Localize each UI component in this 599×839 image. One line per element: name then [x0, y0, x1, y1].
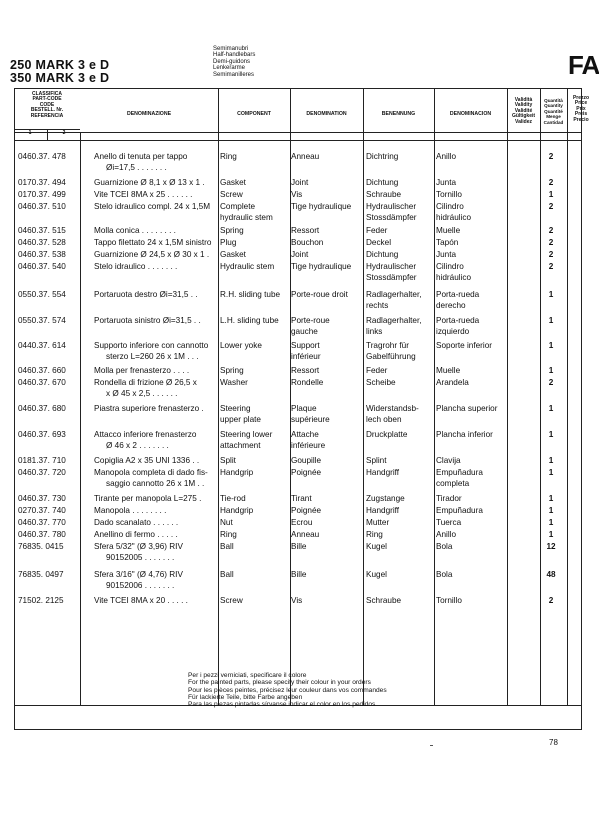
row-denomination: Poignée: [291, 468, 322, 477]
row-benennung: Feder: [366, 226, 388, 235]
row-benennung: Feder: [366, 366, 388, 375]
row-component: Screw: [220, 596, 243, 605]
row-benennung: lech oben: [366, 414, 402, 424]
row-denominacion: Empuñadura: [436, 506, 483, 515]
row-denominazione: Stelo idraulico compl. 24 x 1,5M: [94, 202, 211, 211]
row-denominacion: Junta: [436, 250, 457, 259]
header-line: Validité: [514, 107, 533, 114]
row-component: Hydraulic stem: [220, 262, 275, 271]
row-component: Screw: [220, 190, 243, 199]
row-denominazione: Øi=17,5 . . . . . . .: [106, 162, 167, 172]
row-denominacion: Muelle: [436, 226, 461, 235]
row-component: L.H. sliding tube: [220, 316, 279, 325]
row-part-code: 0460.37. 730: [18, 494, 66, 503]
row-benennung: Dichtung: [366, 178, 399, 187]
row-denomination: gauche: [291, 326, 318, 336]
header-price: [567, 96, 595, 123]
row-component: upper plate: [220, 414, 261, 424]
row-denominazione: 90152006 . . . . . . .: [106, 580, 175, 590]
header-line: CLASSIFICA: [32, 91, 62, 97]
row-denominazione: Guarnizione Ø 24,5 x Ø 30 x 1 .: [94, 250, 210, 259]
model-title-350: 350 MARK 3 e D: [10, 71, 110, 85]
row-part-code: 0460.37. 528: [18, 238, 66, 247]
row-denomination: Bouchon: [291, 238, 324, 247]
row-component: Ring: [220, 530, 237, 539]
row-part-code: 71502. 2125: [18, 596, 64, 605]
row-denomination: Joint: [291, 250, 309, 259]
row-denominacion: izquierdo: [436, 326, 470, 336]
row-quantity: 1: [548, 341, 554, 350]
row-component: Washer: [220, 378, 248, 387]
header-line: BESTELL. Nr.: [30, 107, 64, 114]
row-part-code: 0460.37. 478: [18, 152, 66, 161]
row-denominacion: Plancha inferior: [436, 430, 493, 439]
header-line: CODE: [39, 101, 55, 108]
row-denominacion: Anillo: [436, 152, 457, 161]
row-quantity: 2: [548, 152, 554, 161]
row-part-code: 0460.37. 680: [18, 404, 66, 413]
row-denominacion: Tapón: [436, 238, 459, 247]
row-quantity: 1: [548, 290, 554, 299]
row-denomination: Bille: [291, 542, 307, 551]
row-component: Split: [220, 456, 236, 465]
row-benennung: Kugel: [366, 542, 387, 551]
header-divider: [14, 132, 582, 133]
row-part-code: 0550.37. 554: [18, 290, 66, 299]
row-denomination: Attache: [291, 430, 319, 439]
row-quantity: 2: [548, 226, 554, 235]
row-component: Steering: [220, 404, 251, 413]
row-part-code: 76835. 0497: [18, 570, 64, 579]
row-component: Spring: [220, 366, 244, 375]
row-component: Spring: [220, 226, 244, 235]
row-denominazione: Stelo idraulico . . . . . . .: [94, 262, 178, 271]
row-denominacion: Junta: [436, 178, 457, 187]
row-denominacion: hidráulico: [436, 212, 472, 222]
row-component: Ring: [220, 152, 237, 161]
row-denominazione: Portaruota destro Øi=31,5 . .: [94, 290, 198, 299]
row-denominazione: Supporto inferiore con cannotto: [94, 341, 209, 350]
row-part-code: 0460.37. 720: [18, 468, 66, 477]
row-denominacion: Porta-rueda: [436, 290, 480, 299]
row-component: Gasket: [220, 250, 246, 259]
header-code-sub-1: 1: [28, 130, 32, 136]
header-line: Validity: [514, 102, 533, 109]
row-denominacion: hidráulico: [436, 272, 472, 282]
header-code-sub-2: 2: [62, 130, 66, 136]
header-denomination: DENOMINATION: [306, 111, 347, 117]
row-component: hydraulic stem: [220, 212, 273, 222]
row-component: Tie-rod: [220, 494, 246, 503]
page-number: 78: [549, 738, 558, 747]
row-denominacion: completa: [436, 478, 470, 488]
row-quantity: 1: [548, 366, 554, 375]
row-quantity: 48: [546, 570, 556, 579]
row-denominacion: Bola: [436, 542, 453, 551]
row-quantity: 1: [548, 506, 554, 515]
header-denominazione: DENOMINAZIONE: [126, 111, 172, 117]
row-part-code: 76835. 0415: [18, 542, 64, 551]
row-quantity: 1: [548, 518, 554, 527]
header-denominacion: DENOMINACION: [449, 111, 492, 117]
header-benennung: BENENNUNG: [381, 111, 416, 117]
header-quantity: [540, 98, 567, 125]
row-part-code: 0460.37. 540: [18, 262, 66, 271]
row-benennung: links: [366, 326, 383, 336]
col-divider: [218, 88, 219, 705]
row-benennung: Splint: [366, 456, 387, 465]
row-denominazione: x Ø 45 x 2,5 . . . . . .: [106, 388, 178, 398]
row-component: Lower yoke: [220, 341, 262, 350]
row-denominazione: 90152005 . . . . . . .: [106, 552, 175, 562]
row-component: attachment: [220, 440, 261, 450]
row-denominazione: Molla conica . . . . . . . .: [94, 226, 176, 235]
row-denomination: Anneau: [291, 152, 320, 161]
row-denominacion: Empuñadura: [436, 468, 483, 477]
col-divider: [363, 88, 364, 705]
subtitle-line: Semimanubri: [213, 46, 249, 52]
row-denomination: Support: [291, 341, 320, 350]
subtitle-line: Half-handlebars: [213, 52, 256, 59]
header-line: Validez: [515, 118, 532, 125]
subtitle-line: Semimanilleres: [213, 71, 255, 78]
row-component: Gasket: [220, 178, 246, 187]
row-denomination: inférieure: [291, 440, 326, 450]
row-component: Ball: [220, 570, 234, 579]
note-line: For the painted parts, please specify their colour in your orders: [188, 679, 371, 687]
code-sub-divider: [47, 129, 48, 140]
model-title-250: 250 MARK 3 e D: [10, 58, 110, 72]
scan-mark: [430, 745, 433, 746]
row-quantity: 2: [548, 250, 554, 259]
row-denomination: Porte-roue droit: [291, 290, 348, 299]
col-divider: [540, 88, 541, 705]
col-divider: [507, 88, 508, 705]
row-benennung: Radlagerhalter,: [366, 316, 422, 325]
row-benennung: Handgriff: [366, 506, 400, 515]
row-part-code: 0270.37. 740: [18, 506, 66, 515]
row-part-code: 0550.37. 574: [18, 316, 66, 325]
row-denominacion: Porta-rueda: [436, 316, 480, 325]
row-part-code: 0460.37. 670: [18, 378, 66, 387]
row-benennung: Mutter: [366, 518, 390, 527]
row-quantity: 1: [548, 530, 554, 539]
row-denominazione: Manopola . . . . . . . .: [94, 506, 167, 515]
row-quantity: 1: [548, 456, 554, 465]
row-benennung: Tragrohr für: [366, 341, 409, 350]
row-denomination: Poignée: [291, 506, 322, 515]
header-line: Prix: [576, 105, 586, 112]
row-part-code: 0181.37. 710: [18, 456, 66, 465]
row-denomination: Bille: [291, 570, 307, 579]
row-denomination: Goupille: [291, 456, 322, 465]
row-component: Complete: [220, 202, 256, 211]
row-denominazione: Vite TCEI 8MA x 25 . . . . . .: [94, 190, 193, 199]
row-part-code: 0460.37. 538: [18, 250, 66, 259]
row-denominazione: Copiglia A2 x 35 UNI 1336 . .: [94, 456, 200, 465]
row-denominazione: Attacco inferiore frenasterzo: [94, 430, 197, 439]
row-quantity: 1: [548, 316, 554, 325]
row-benennung: Druckplatte: [366, 430, 408, 439]
row-part-code: 0170.37. 494: [18, 178, 66, 187]
row-benennung: Hydraulischer: [366, 202, 417, 211]
painted-parts-note: [188, 672, 387, 708]
header-line: Prezzo: [572, 95, 590, 101]
row-component: Handgrip: [220, 506, 254, 515]
row-quantity: 2: [548, 262, 554, 271]
col-divider: [80, 132, 81, 705]
row-component: Plug: [220, 238, 237, 247]
row-quantity: 12: [546, 542, 556, 551]
row-denominacion: Cilindro: [436, 202, 464, 211]
header-line: Menge: [546, 114, 561, 120]
row-part-code: 0460.37. 660: [18, 366, 66, 375]
row-denominazione: sterzo L=260 26 x 1M . . .: [106, 351, 199, 361]
row-denominazione: Ø 46 x 2 . . . . . . .: [106, 440, 169, 450]
row-benennung: Schraube: [366, 596, 402, 605]
row-denomination: Rondelle: [291, 378, 324, 387]
row-quantity: 2: [548, 238, 554, 247]
row-benennung: Gabelführung: [366, 351, 416, 361]
row-benennung: Deckel: [366, 238, 392, 247]
row-denominazione: Piastra superiore frenasterzo .: [94, 404, 204, 413]
row-part-code: 0440.37. 614: [18, 341, 66, 350]
row-denomination: Porte-roue: [291, 316, 330, 325]
section-code: FA: [568, 50, 599, 80]
row-denominazione: Guarnizione Ø 8,1 x Ø 13 x 1 .: [94, 178, 205, 187]
note-line: Für lackierte Teile, bitte Farbe angeben: [188, 693, 303, 701]
row-benennung: Hydraulischer: [366, 262, 417, 271]
row-component: Nut: [220, 518, 233, 527]
row-denominazione: Dado scanalato . . . . . .: [94, 518, 179, 527]
row-denominacion: Tuerca: [436, 518, 462, 527]
row-benennung: Zugstange: [366, 494, 405, 503]
header-line: Quantité: [544, 108, 563, 114]
row-denominacion: derecho: [436, 300, 466, 310]
row-component: R.H. sliding tube: [220, 290, 281, 299]
header-line: Validità: [514, 97, 533, 103]
header-line: REFERENCIA: [30, 112, 64, 119]
header-line: Gültigkeit: [511, 113, 536, 120]
row-denominacion: Cilindro: [436, 262, 464, 271]
row-denominazione: Sfera 5/32" (Ø 3,96) RIV: [94, 542, 183, 551]
row-denomination: Tige hydraulique: [291, 202, 352, 211]
row-quantity: 1: [548, 404, 554, 413]
row-component: Steering lower: [220, 430, 273, 439]
subtitle-block: [213, 46, 255, 78]
header-component: COMPONENT: [237, 111, 271, 117]
row-benennung: Ring: [366, 530, 383, 539]
row-denominacion: Clavija: [436, 456, 461, 465]
row-part-code: 0460.37. 770: [18, 518, 66, 527]
row-denomination: Tirant: [291, 494, 312, 503]
header-part-code: [14, 92, 80, 119]
row-quantity: 2: [548, 596, 554, 605]
row-benennung: Handgriff: [366, 468, 400, 477]
row-denominazione: Molla per frenasterzo . . . .: [94, 366, 190, 375]
row-denominacion: Tornillo: [436, 190, 462, 199]
row-denomination: supérieure: [291, 414, 330, 424]
col-divider: [434, 88, 435, 705]
row-denominazione: saggio cannotto 26 x 1M . .: [106, 478, 205, 488]
row-benennung: Scheibe: [366, 378, 396, 387]
row-benennung: Schraube: [366, 190, 402, 199]
row-quantity: 1: [548, 468, 554, 477]
row-denomination: Joint: [291, 178, 309, 187]
row-quantity: 1: [548, 430, 554, 439]
row-part-code: 0460.37. 693: [18, 430, 66, 439]
row-denominazione: Anello di tenuta per tappo: [94, 152, 188, 161]
row-part-code: 0460.37. 780: [18, 530, 66, 539]
row-denomination: Tige hydraulique: [291, 262, 352, 271]
row-quantity: 2: [548, 378, 554, 387]
row-denominacion: Anillo: [436, 530, 457, 539]
row-part-code: 0460.37. 515: [18, 226, 66, 235]
subtitle-line: Demi-guidons: [213, 58, 251, 65]
row-benennung: Stossdämpfer: [366, 212, 417, 222]
header-validity: [507, 98, 540, 125]
note-line: Para las piezas pintadas sírvanse indicar el color en los pedidos: [188, 701, 376, 709]
header-line: Price: [574, 100, 588, 107]
row-denominacion: Tirador: [436, 494, 462, 503]
row-denominazione: Tirante per manopola L=275 .: [94, 494, 202, 503]
row-denominacion: Tornillo: [436, 596, 462, 605]
row-denomination: Ecrou: [291, 518, 313, 527]
col-divider: [567, 88, 568, 705]
row-benennung: Kugel: [366, 570, 387, 579]
row-denominacion: Bola: [436, 570, 453, 579]
row-part-code: 0170.37. 499: [18, 190, 66, 199]
row-denomination: Vis: [291, 596, 303, 605]
row-denomination: Plaque: [291, 404, 317, 413]
row-component: Ball: [220, 542, 234, 551]
row-denominacion: Arandela: [436, 378, 469, 387]
row-denomination: Vis: [291, 190, 303, 199]
row-denominazione: Anellino di fermo . . . . .: [94, 530, 178, 539]
row-benennung: Widerstandsb-: [366, 404, 419, 413]
row-benennung: Dichtring: [366, 152, 399, 161]
header-line: PART-CODE: [32, 96, 62, 103]
row-denomination: inférieur: [291, 351, 321, 361]
row-benennung: Radlagerhalter,: [366, 290, 422, 299]
row-denominazione: Vite TCEI 8MA x 20 . . . . .: [94, 596, 188, 605]
subtitle-line: Lenkerarme: [213, 65, 246, 72]
row-denomination: Ressort: [291, 226, 320, 235]
row-denominazione: Tappo filettato 24 x 1,5M sinistro: [94, 238, 212, 247]
row-denominacion: Soporte inferior: [436, 341, 492, 350]
header-line: Cantidad: [543, 119, 564, 125]
header-line: Quantità: [544, 98, 563, 103]
row-denominazione: Portaruota sinistro Øi=31,5 . .: [94, 316, 201, 325]
row-denominacion: Muelle: [436, 366, 461, 375]
row-quantity: 1: [548, 190, 554, 199]
header-line: Precio: [573, 116, 589, 123]
row-part-code: 0460.37. 510: [18, 202, 66, 211]
row-quantity: 2: [548, 202, 554, 211]
header-divider: [14, 140, 582, 141]
row-denominacion: Plancha superior: [436, 404, 498, 413]
row-component: Handgrip: [220, 468, 254, 477]
row-denominazione: Rondella di frizione Ø 26,5 x: [94, 378, 197, 387]
row-benennung: rechts: [366, 300, 389, 310]
row-denominazione: Sfera 3/16" (Ø 4,76) RIV: [94, 570, 183, 579]
row-denomination: Anneau: [291, 530, 320, 539]
note-line: Pour les pièces peintes, précisez leur couleur dans vos commandes: [188, 686, 387, 694]
row-benennung: Dichtung: [366, 250, 399, 259]
row-denominazione: Manopola completa di dado fis-: [94, 468, 208, 477]
row-quantity: 2: [548, 178, 554, 187]
header-line: Quantity: [544, 103, 563, 109]
header-line: Preis: [574, 111, 588, 118]
note-line: Per i pezzi verniciati, specificare il colore: [188, 672, 307, 679]
row-denomination: Ressort: [291, 366, 320, 375]
row-quantity: 1: [548, 494, 554, 503]
row-benennung: Stossdämpfer: [366, 272, 417, 282]
